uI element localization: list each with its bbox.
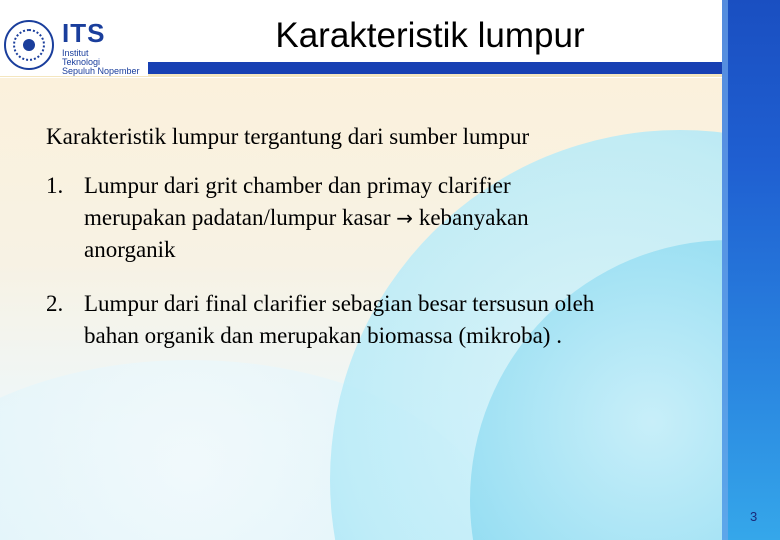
item-1-line-2 — [84, 202, 529, 234]
logo-line-2: Teknologi — [62, 57, 101, 67]
its-logo — [0, 0, 148, 76]
page-number: 3 — [750, 509, 758, 524]
intro-text: Karakteristik lumpur tergantung dari sumber lumpur — [46, 124, 530, 149]
item-2-line-2: bahan organik dan merupakan biomassa (mikroba) . — [84, 323, 562, 348]
item-1-line-3: anorganik — [84, 237, 176, 262]
logo-line-1: Institut — [62, 48, 89, 58]
item-2-line-1: Lumpur dari final clarifier sebagian besar tersusun oleh — [84, 291, 595, 316]
item-1-line-2a: merupakan padatan/lumpur kasar — [84, 205, 391, 230]
logo-line-3: Sepuluh Nopember — [62, 66, 140, 76]
header-blue-bar — [148, 62, 722, 74]
logo-its-text: ITS — [62, 18, 106, 48]
right-blue-band — [722, 0, 780, 540]
list-number-2: 2. — [46, 291, 64, 316]
right-arrow-icon: → — [396, 206, 414, 230]
list-number-1: 1. — [46, 173, 64, 198]
right-band-highlight — [722, 0, 728, 540]
item-1-line-1: Lumpur dari grit chamber dan primay clarifier — [84, 173, 511, 198]
item-1-line-2b: kebanyakan — [418, 205, 529, 230]
slide-title: Karakteristik lumpur — [275, 16, 585, 55]
seal-icon — [4, 20, 54, 70]
